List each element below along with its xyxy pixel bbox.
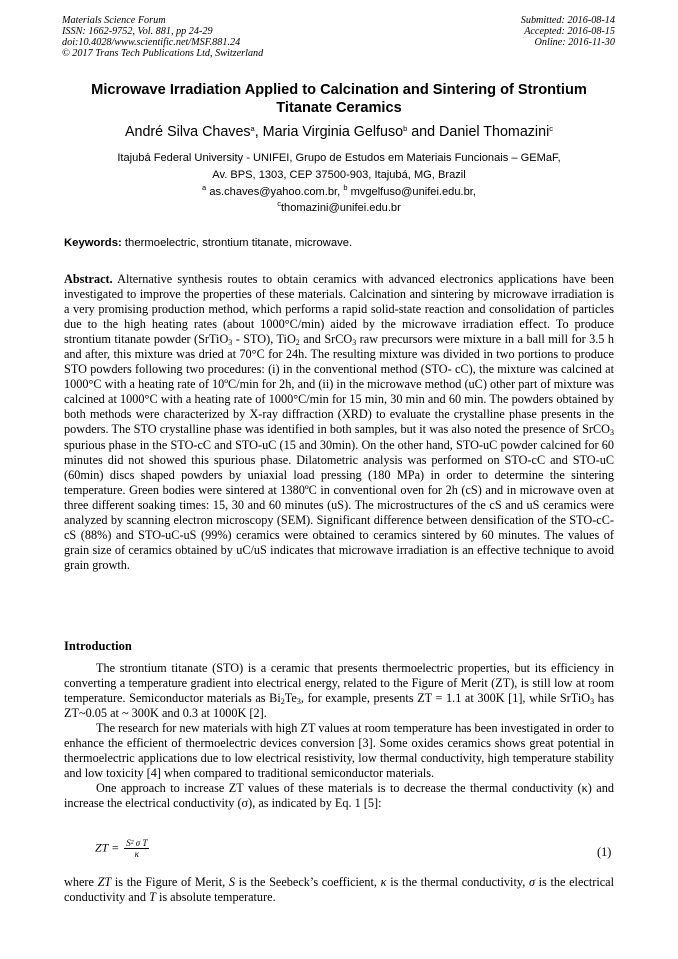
equation-number: (1) (597, 845, 612, 859)
equation-fraction (124, 838, 149, 859)
keywords-label: Keywords: (64, 237, 122, 249)
online-date: Online: 2016-11-30 (534, 37, 615, 48)
journal-info (62, 15, 263, 59)
journal-copyright: © 2017 Trans Tech Publications Ltd, Switzerland (62, 48, 264, 59)
paragraph: One approach to increase ZT values of these materials is to decrease the thermal conductivity (κ) and increase the electrical conductivity (σ), as indicated by Eq. 1 [5]: (64, 781, 614, 811)
author-separator: , (254, 124, 263, 140)
equation-lhs: ZT = (95, 840, 120, 855)
author-affiliation-mark: c (549, 124, 553, 133)
author-separator: and (407, 124, 440, 140)
equation-explanation: where ZT is the Figure of Merit, S is the Seebeck’s coefficient, κ is the thermal conductivity, σ is the electrical conductivity and T is absolute temperature. (64, 875, 615, 905)
affiliation-line-2: Av. BPS, 1303, CEP 37500-903, Itajubá, MG, Brazil (212, 168, 466, 181)
email-mark-a: a (202, 183, 207, 192)
section-title-introduction: Introduction (64, 639, 132, 653)
author-name: Maria Virginia Gelfuso (262, 124, 404, 140)
abstract-text: Alternative synthesis routes to obtain ceramics with advanced electronics applications have been investigated to improve the properties of these materials. Calcination and sintering by microwave irradiation is a very promising production method, which performs a rapid solid-state reaction and consolidation of particles due to the high heating rates (about 1000°C/min) aided by the microwave irradiation effect. To produce strontium titanate powder (SrTiO$_3$ - STO), TiO$_2$ and SrCO$_3$ raw precursors were mixture in a ball mill for 3.5 h and after, this mixture was dried at 70°C for 24h. The resulting mixture was divided in two portions to produce STO powders following two procedures: (i) in the conventional method (STO- cC), the mixture was calcined at 1000°C with a heating rate of 10ºC/min for 2h, and (ii) in the microwave method (uC) other part of mixture was calcined at 1000°C with a heating rate of 1000°C/min for 15 min, 30 min and 60 min. The powders obtained by both methods were characterized by X-ray diffraction (XRD) to evaluate the crystalline phase presents in the powders. The STO crystalline phase was identified in both samples, but it was also noted the presence of SrCO$_3$ spurious phase in the STO-cC and STO-uC (15 and 30min). On the other hand, STO-uC powder calcined for 60 minutes did not showed this spurious phase. Dilatometric analysis was performed on STO-cC and STO-uC (60min) discs shaped powders by uniaxial load pressing (180 MPa) in order to determine the sintering temperature. Green bodies were sintered at 1380ºC in conventional oven for 2h (cS) and in microwave oven at three different soaking times: 15, 30 and 60 minutes (uS). The microstructures of the cS and uS ceramics were analyzed by scanning electron microscopy (SEM). Significant difference between densification of the STO-cC-cS (88%) and STO-uC-uS (99%) ceramics were obtained to ceramics sintered by 60 minutes. The values of grain size of ceramics obtained by uC/uS indicates that microwave irradiation is an effective technique to avoid grain growth. (64, 272, 614, 572)
paragraph: The research for new materials with high ZT values at room temperature has been investigated in order to enhance the efficient of thermoelectric devices conversion [3]. Some oxides ceramics shows great potential in thermoelectric applications due to low electrical resistivity, low thermal conductivity, high temperature stability and low toxicity [4] when compared to traditional semiconductor materials. (64, 721, 614, 781)
submitted-date: Submitted: 2016-08-14 (520, 15, 615, 26)
keywords-line (64, 236, 352, 250)
equation-1 (95, 838, 149, 859)
journal-issn: ISSN: 1662-9752, Vol. 881, pp 24-29 (62, 26, 213, 37)
author-affiliation-mark: a (250, 124, 255, 133)
abstract-label: Abstract. (64, 272, 113, 286)
submission-dates (521, 15, 615, 48)
journal-doi: doi:10.4028/www.scientific.net/MSF.881.24 (62, 37, 241, 48)
equation-numerator: S² σ T (126, 838, 148, 848)
email-a[interactable]: as.chaves@yahoo.com.br, (209, 186, 341, 198)
paragraph: The strontium titanate (STO) is a ceramic that presents thermoelectric properties, but its efficiency in converting a temperature gradient into electrical energy, related to the Figure of Merit (ZT), is still low at room temperature. Semiconductor materials as $Bi_2Te_3$, for example, presents ZT = 1.1 at 300K [1], while SrTiO$_3$ has ZT~0.05 at ~ 300K and 0.3 at 1000K [2]. (64, 661, 614, 721)
author-affiliation-mark: b (403, 124, 408, 133)
paper-title (60, 81, 618, 117)
email-b[interactable]: mvgelfuso@unifei.edu.br, (350, 186, 476, 198)
keywords-text: thermoelectric, strontium titanate, microwave. (124, 237, 353, 249)
author-list (40, 124, 638, 141)
paper-title-line-2: Titanate Ceramics (276, 100, 402, 116)
email-c[interactable]: thomazini@unifei.edu.br (280, 202, 401, 214)
author-name: André Silva Chaves (124, 124, 251, 140)
author-emails (60, 184, 618, 216)
email-mark-c: c (277, 199, 281, 208)
accepted-date: Accepted: 2016-08-15 (524, 26, 615, 37)
equation-denominator: κ (134, 849, 139, 859)
author-name: Daniel Thomazini (439, 124, 550, 140)
journal-name: Materials Science Forum (62, 15, 166, 26)
affiliation-line-1: Itajubá Federal University - UNIFEI, Grupo de Estudos em Materiais Funcionais – GEMaF, (117, 152, 561, 164)
paper-title-line-1: Microwave Irradiation Applied to Calcination and Sintering of Strontium (91, 82, 587, 98)
affiliation (60, 150, 618, 183)
email-mark-b: b (343, 183, 348, 192)
introduction-body (64, 661, 614, 811)
abstract (64, 272, 614, 573)
